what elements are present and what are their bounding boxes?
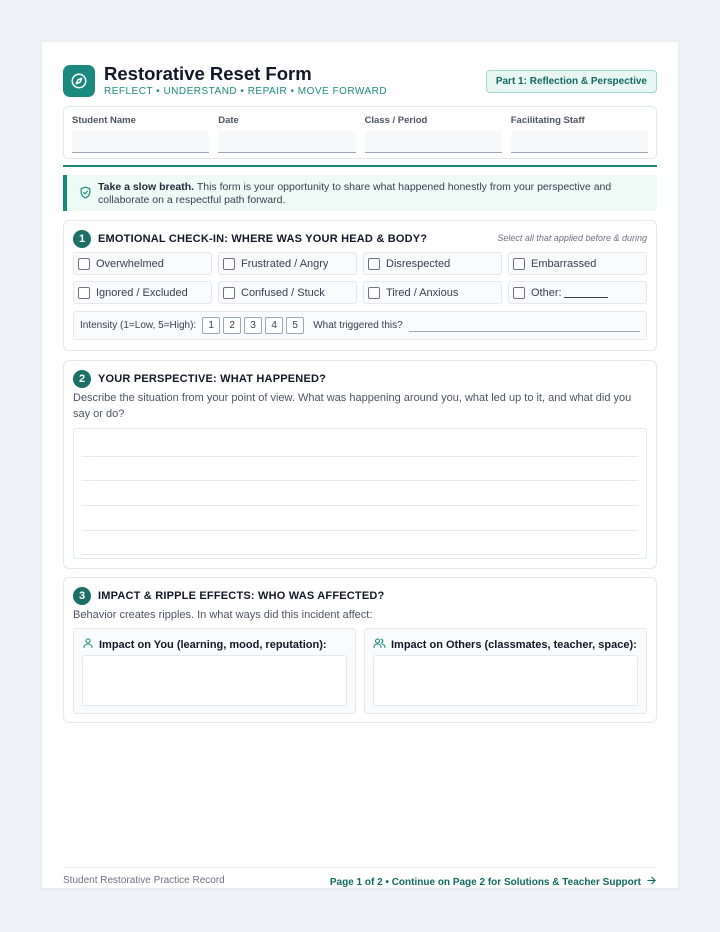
impact-on-you-panel (73, 628, 356, 714)
writing-line (82, 480, 638, 481)
other-input-line[interactable] (564, 287, 608, 298)
form-content (63, 63, 657, 888)
writing-line (82, 505, 638, 506)
checkbox-label: Embarrassed (531, 257, 597, 270)
checkbox-box[interactable] (223, 287, 235, 299)
arrow-right-icon (646, 875, 657, 889)
checkbox-box[interactable] (368, 258, 380, 270)
intensity-option-4[interactable]: 4 (265, 317, 283, 334)
section-title-2: YOUR PERSPECTIVE: WHAT HAPPENED? (98, 373, 327, 385)
checkbox-other[interactable] (508, 281, 647, 304)
student-name-field (72, 115, 209, 158)
impact-on-others-title (373, 637, 637, 652)
emotion-checkbox-grid (73, 252, 647, 304)
section-title-3: IMPACT & RIPPLE EFFECTS: WHO WAS AFFECTED? (98, 590, 385, 602)
checkbox-frustrated-angry[interactable] (218, 252, 357, 275)
form-subtitle: REFLECT • UNDERSTAND • REPAIR • MOVE FORWARD (104, 86, 388, 97)
class-period-input[interactable] (365, 131, 502, 153)
form-header (63, 64, 657, 108)
section-description-2: Describe the situation from your point of view. What was happening around you, what led up to it, and what did you say or do? (73, 392, 632, 420)
intensity-row (73, 311, 647, 340)
form-title: Restorative Reset Form (104, 63, 312, 84)
writing-line (82, 456, 638, 457)
facilitating-staff-label: Facilitating Staff (510, 115, 585, 126)
checkbox-label: Overwhelmed (96, 257, 164, 270)
impact-on-others-input[interactable] (373, 655, 638, 706)
intro-note-text (98, 181, 648, 207)
form-page (42, 42, 678, 888)
date-label: Date (218, 115, 239, 126)
section-perspective (63, 360, 657, 569)
intensity-option-3[interactable]: 3 (244, 317, 262, 334)
checkbox-box[interactable] (223, 258, 235, 270)
compass-icon (63, 65, 95, 97)
facilitating-staff-input[interactable] (511, 131, 648, 153)
impact-on-you-title (82, 637, 327, 652)
checkbox-label: Tired / Anxious (386, 286, 459, 299)
intro-note (63, 175, 657, 211)
student-name-input[interactable] (72, 131, 209, 153)
class-period-label: Class / Period (364, 115, 428, 126)
section-number-3: 3 (73, 587, 91, 605)
date-field (218, 115, 355, 158)
section-number-1: 1 (73, 230, 91, 248)
section-title-1: EMOTIONAL CHECK-IN: WHERE WAS YOUR HEAD & BODY? (98, 233, 428, 245)
intro-note-bold: Take a slow breath. (98, 181, 195, 193)
section-impact (63, 577, 657, 723)
student-name-label: Student Name (72, 115, 136, 126)
checkbox-confused-stuck[interactable] (218, 281, 357, 304)
impact-on-others-label: Impact on Others (classmates, teacher, space): (391, 638, 637, 651)
section-emotional-checkin (63, 220, 657, 351)
trigger-input[interactable] (409, 320, 640, 332)
writing-line (82, 554, 638, 555)
checkbox-box[interactable] (513, 258, 525, 270)
checkbox-label: Disrespected (386, 257, 451, 270)
checkbox-tired-anxious[interactable] (363, 281, 502, 304)
checkbox-box[interactable] (513, 287, 525, 299)
checkbox-disrespected[interactable] (363, 252, 502, 275)
impact-on-you-label: Impact on You (learning, mood, reputation): (99, 638, 327, 651)
checkbox-embarrassed[interactable] (508, 252, 647, 275)
student-info-box (63, 106, 657, 159)
intro-note-body: This form is your opportunity to share what happened honestly from your perspective and collaborate on a respectful path forward. (98, 181, 612, 206)
writing-line (82, 530, 638, 531)
footer-divider (63, 867, 657, 868)
intensity-option-5[interactable]: 5 (286, 317, 304, 334)
checkbox-overwhelmed[interactable] (73, 252, 212, 275)
impact-on-others-panel (364, 628, 647, 714)
checkbox-label: Frustrated / Angry (241, 257, 329, 270)
checkbox-label: Ignored / Excluded (96, 286, 188, 299)
part-badge: Part 1: Reflection & Perspective (486, 70, 657, 93)
perspective-response-box[interactable] (73, 428, 647, 559)
intensity-label: Intensity (1=Low, 5=High): (80, 320, 197, 331)
class-period-field (365, 115, 502, 158)
section-hint-1: Select all that applied before & during (497, 233, 647, 243)
intensity-option-1[interactable]: 1 (202, 317, 220, 334)
section-number-2: 2 (73, 370, 91, 388)
checkbox-label: Confused / Stuck (241, 286, 325, 299)
checkbox-label: Other: (531, 286, 562, 299)
checkbox-box[interactable] (78, 287, 90, 299)
shield-check-icon (79, 186, 92, 204)
footer-continue-note (330, 875, 657, 889)
trigger-label: What triggered this? (313, 320, 403, 331)
impact-on-you-input[interactable] (82, 655, 347, 706)
facilitating-staff-field (511, 115, 648, 158)
footer-continue-text: Page 1 of 2 • Continue on Page 2 for Solutions & Teacher Support (329, 876, 641, 888)
users-icon (373, 637, 386, 652)
header-divider (63, 165, 657, 167)
footer-record-label: Student Restorative Practice Record (63, 875, 225, 886)
intensity-option-2[interactable]: 2 (223, 317, 241, 334)
user-icon (82, 637, 94, 652)
date-input[interactable] (218, 131, 355, 153)
checkbox-ignored-excluded[interactable] (73, 281, 212, 304)
section-description-3: Behavior creates ripples. In what ways did this incident affect: (73, 609, 373, 621)
checkbox-box[interactable] (368, 287, 380, 299)
checkbox-box[interactable] (78, 258, 90, 270)
